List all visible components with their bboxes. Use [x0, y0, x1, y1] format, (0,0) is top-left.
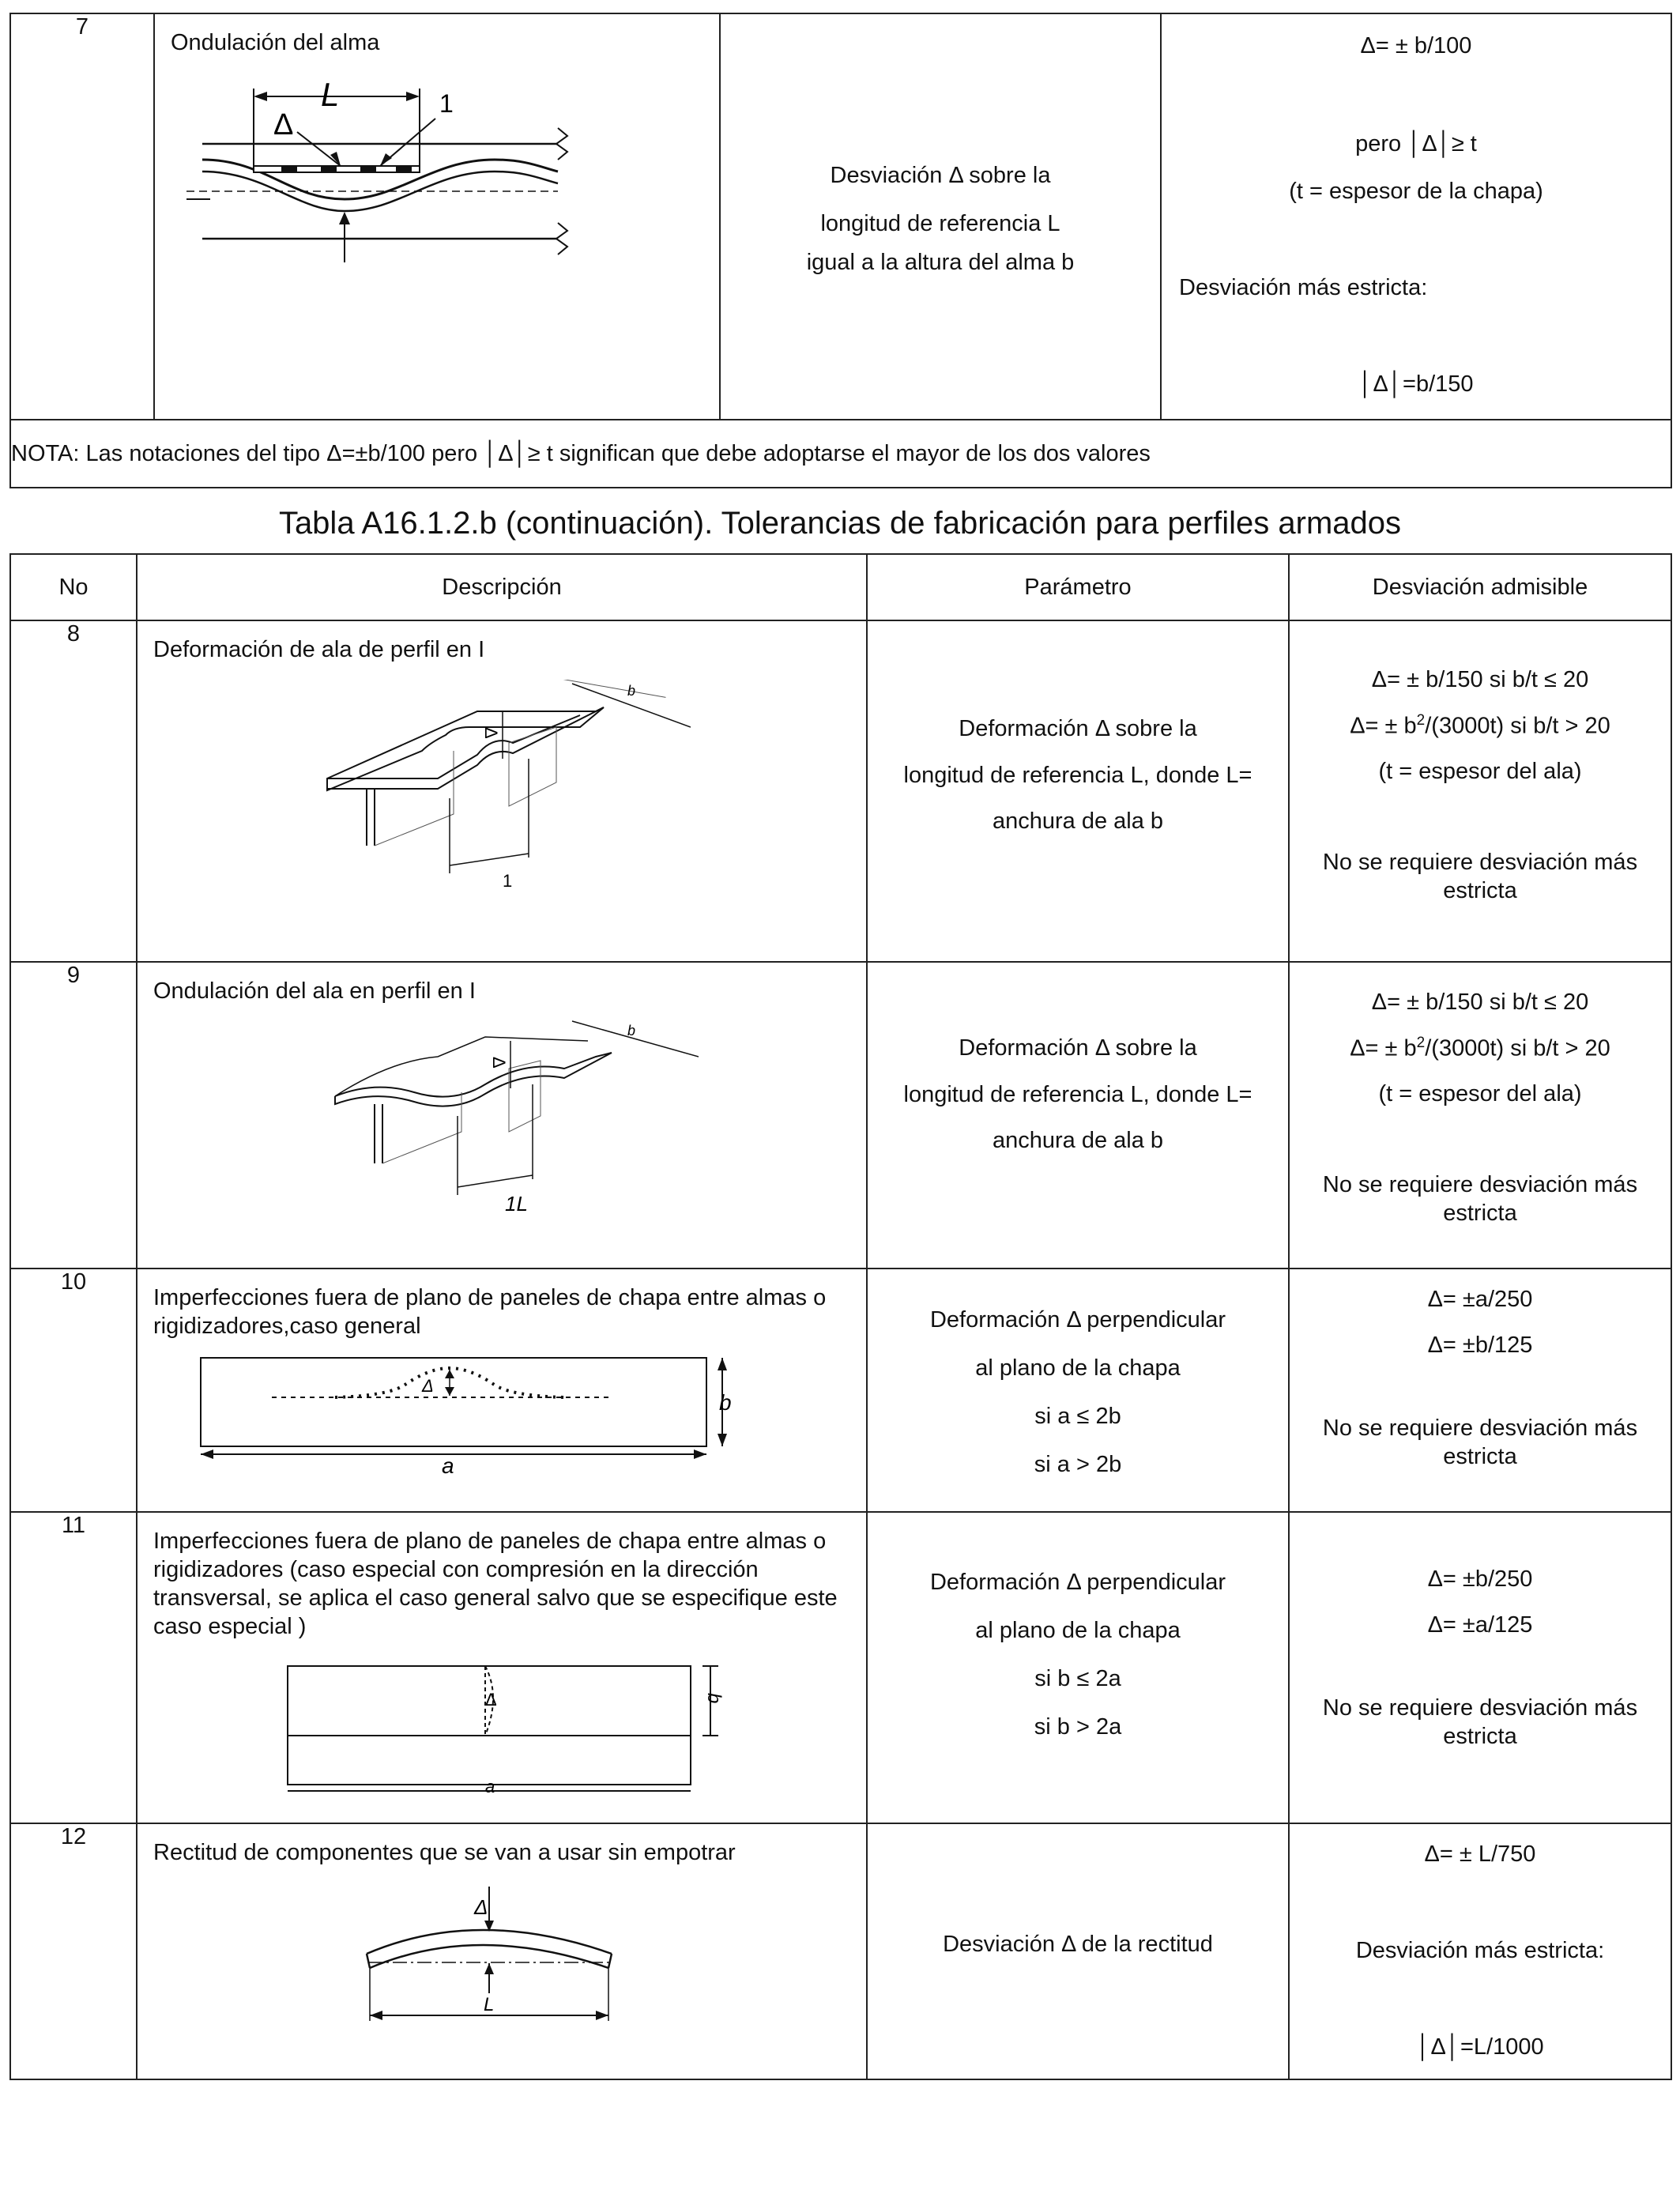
table-row	[10, 1512, 1671, 1823]
deviation-line: pero │Δ│≥ t	[1355, 131, 1477, 156]
flange-waviness-figure	[327, 1013, 699, 1235]
parameter-cell	[720, 13, 1161, 420]
dim-label-b: b	[719, 1390, 732, 1415]
header-deviation: Desviación admisible	[1289, 554, 1671, 620]
description-cell	[154, 13, 720, 420]
description-cell	[137, 620, 867, 962]
deviation-line: Desviación más estricta:	[1355, 1938, 1605, 1963]
deviation-line: Δ= ±a/125	[1427, 1612, 1533, 1638]
deviation-line: No se requiere desviación más estricta	[1322, 1695, 1638, 1749]
deviation-line: $\Delta= \pm b^2/(3000t)$ si b/t > 20	[1350, 1035, 1610, 1061]
table-row	[10, 1269, 1671, 1512]
table-row	[10, 962, 1671, 1269]
panel-imperfection-general-figure	[185, 1348, 738, 1475]
deviation-line: Δ= ±a/250	[1427, 1287, 1533, 1312]
deviation-cell	[1289, 1823, 1671, 2079]
table-row	[10, 620, 1671, 962]
straightness-figure	[343, 1875, 659, 2041]
callout-1: 1	[439, 89, 454, 118]
description-text: Imperfecciones fuera de plano de paneles de chapa entre almas o rigidizadores,caso general	[153, 1285, 827, 1339]
row-number: 8	[10, 620, 137, 962]
param-line: si a ≤ 2b	[1034, 1404, 1121, 1429]
param-line: longitud de referencia L, donde L=	[903, 1082, 1252, 1107]
flange-deformation-figure	[319, 680, 691, 909]
param-line: si b ≤ 2a	[1034, 1666, 1121, 1691]
deviation-line: No se requiere desviación más estricta	[1322, 849, 1638, 903]
delta-label: Δ	[273, 108, 294, 141]
param-line: Desviación Δ sobre la	[830, 163, 1051, 188]
deviation-cell	[1289, 620, 1671, 962]
deviation-line: Δ= ± b/150 si b/t ≤ 20	[1371, 990, 1589, 1015]
description-cell	[137, 962, 867, 1269]
row-number: 11	[10, 1512, 137, 1823]
param-line: si a > 2b	[1034, 1452, 1122, 1477]
dim-label-b: b	[703, 1693, 725, 1704]
param-line: al plano de la chapa	[975, 1355, 1181, 1381]
dim-label-L: L	[484, 1994, 495, 2015]
parameter-cell	[867, 1823, 1289, 2079]
description-cell	[137, 1269, 867, 1512]
delta-label: Δ	[489, 1057, 509, 1069]
description-text: Deformación de ala de perfil en I	[153, 637, 485, 662]
deviation-line: $\Delta= \pm b^2/(3000t)$ si b/t > 20	[1350, 712, 1610, 739]
deviation-line: No se requiere desviación más estricta	[1322, 1416, 1638, 1469]
parameter-cell	[867, 1512, 1289, 1823]
row-number: 12	[10, 1823, 137, 2079]
dim-label-L: L	[321, 76, 340, 113]
row-number: 7	[10, 13, 154, 420]
delta-label: Δ	[422, 1376, 434, 1396]
deviation-cell	[1289, 1512, 1671, 1823]
param-line: longitud de referencia L	[820, 211, 1060, 236]
description-cell	[137, 1823, 867, 2079]
callout-1: 1L	[505, 1192, 528, 1216]
header-row	[10, 554, 1671, 620]
dim-label-b: b	[627, 1023, 636, 1039]
row-number: 10	[10, 1269, 137, 1512]
param-line: al plano de la chapa	[975, 1618, 1181, 1643]
param-line: Deformación Δ perpendicular	[929, 1307, 1226, 1333]
parameter-cell	[867, 962, 1289, 1269]
dim-label-a: a	[442, 1453, 454, 1475]
param-line: Deformación Δ sobre la	[959, 716, 1197, 741]
parameter-cell	[867, 620, 1289, 962]
delta-label: Δ	[474, 1895, 488, 1919]
param-line: anchura de ala b	[992, 809, 1164, 834]
header-description: Descripción	[137, 554, 867, 620]
description-text: Ondulación del alma	[171, 30, 380, 55]
deviation-line: Desviación más estricta:	[1179, 275, 1428, 300]
deviation-line: │Δ│=L/1000	[1416, 2034, 1544, 2060]
callout-1: 1	[503, 871, 513, 891]
header-parameter: Parámetro	[867, 554, 1289, 620]
deviation-cell	[1289, 962, 1671, 1269]
description-text: Imperfecciones fuera de plano de paneles de chapa entre almas o rigidizadores (caso especial con compresión en la dirección transversal, se aplica el caso general salvo que se especifique este caso especial )	[153, 1529, 838, 1639]
param-line: Deformación Δ sobre la	[959, 1035, 1197, 1061]
deviation-line: Δ= ±b/250	[1427, 1566, 1533, 1592]
header-no: No	[10, 554, 137, 620]
delta-label: Δ	[485, 1690, 497, 1710]
top-table	[9, 13, 1672, 488]
parameter-cell	[867, 1269, 1289, 1512]
param-line: igual a la altura del alma b	[806, 250, 1075, 275]
table-row	[10, 420, 1671, 488]
table-row	[10, 13, 1671, 420]
dim-label-a: a	[485, 1777, 495, 1795]
deviation-line: No se requiere desviación más estricta	[1322, 1171, 1638, 1226]
param-line: Deformación Δ perpendicular	[929, 1570, 1226, 1595]
param-line: anchura de ala b	[992, 1128, 1164, 1153]
main-table	[9, 553, 1672, 2080]
web-waviness-figure	[179, 73, 590, 278]
param-line: Desviación Δ de la rectitud	[943, 1932, 1213, 1957]
dim-label-b: b	[627, 683, 636, 699]
description-text: Rectitud de componentes que se van a usar sin empotrar	[153, 1840, 736, 1865]
deviation-line: (t = espesor de la chapa)	[1289, 179, 1543, 204]
deviation-line: Δ= ± L/750	[1424, 1842, 1536, 1867]
deviation-line: Δ= ±b/125	[1427, 1333, 1533, 1358]
deviation-cell	[1289, 1269, 1671, 1512]
deviation-cell	[1161, 13, 1671, 420]
param-line: longitud de referencia L, donde L=	[903, 763, 1252, 788]
table-title: Tabla A16.1.2.b (continuación). Tolerancias de fabricación para perfiles armados	[278, 506, 1402, 541]
row-number: 9	[10, 962, 137, 1269]
param-line: si b > 2a	[1034, 1714, 1122, 1740]
description-text: Ondulación del ala en perfil en I	[153, 978, 476, 1004]
deviation-line: Δ= ± b/100	[1360, 33, 1472, 58]
deviation-line: (t = espesor del ala)	[1378, 758, 1582, 784]
deviation-line: (t = espesor del ala)	[1378, 1080, 1582, 1106]
table-row	[10, 1823, 1671, 2079]
panel-imperfection-special-figure	[264, 1657, 754, 1795]
deviation-line: │Δ│=b/150	[1358, 371, 1474, 397]
delta-label: Δ	[481, 727, 501, 739]
description-cell	[137, 1512, 867, 1823]
deviation-line: Δ= ± b/150 si b/t ≤ 20	[1371, 667, 1589, 692]
nota-text: NOTA: Las notaciones del tipo Δ=±b/100 pero │Δ│≥ t significan que debe adoptarse el mayor de los dos valores	[10, 420, 1671, 488]
